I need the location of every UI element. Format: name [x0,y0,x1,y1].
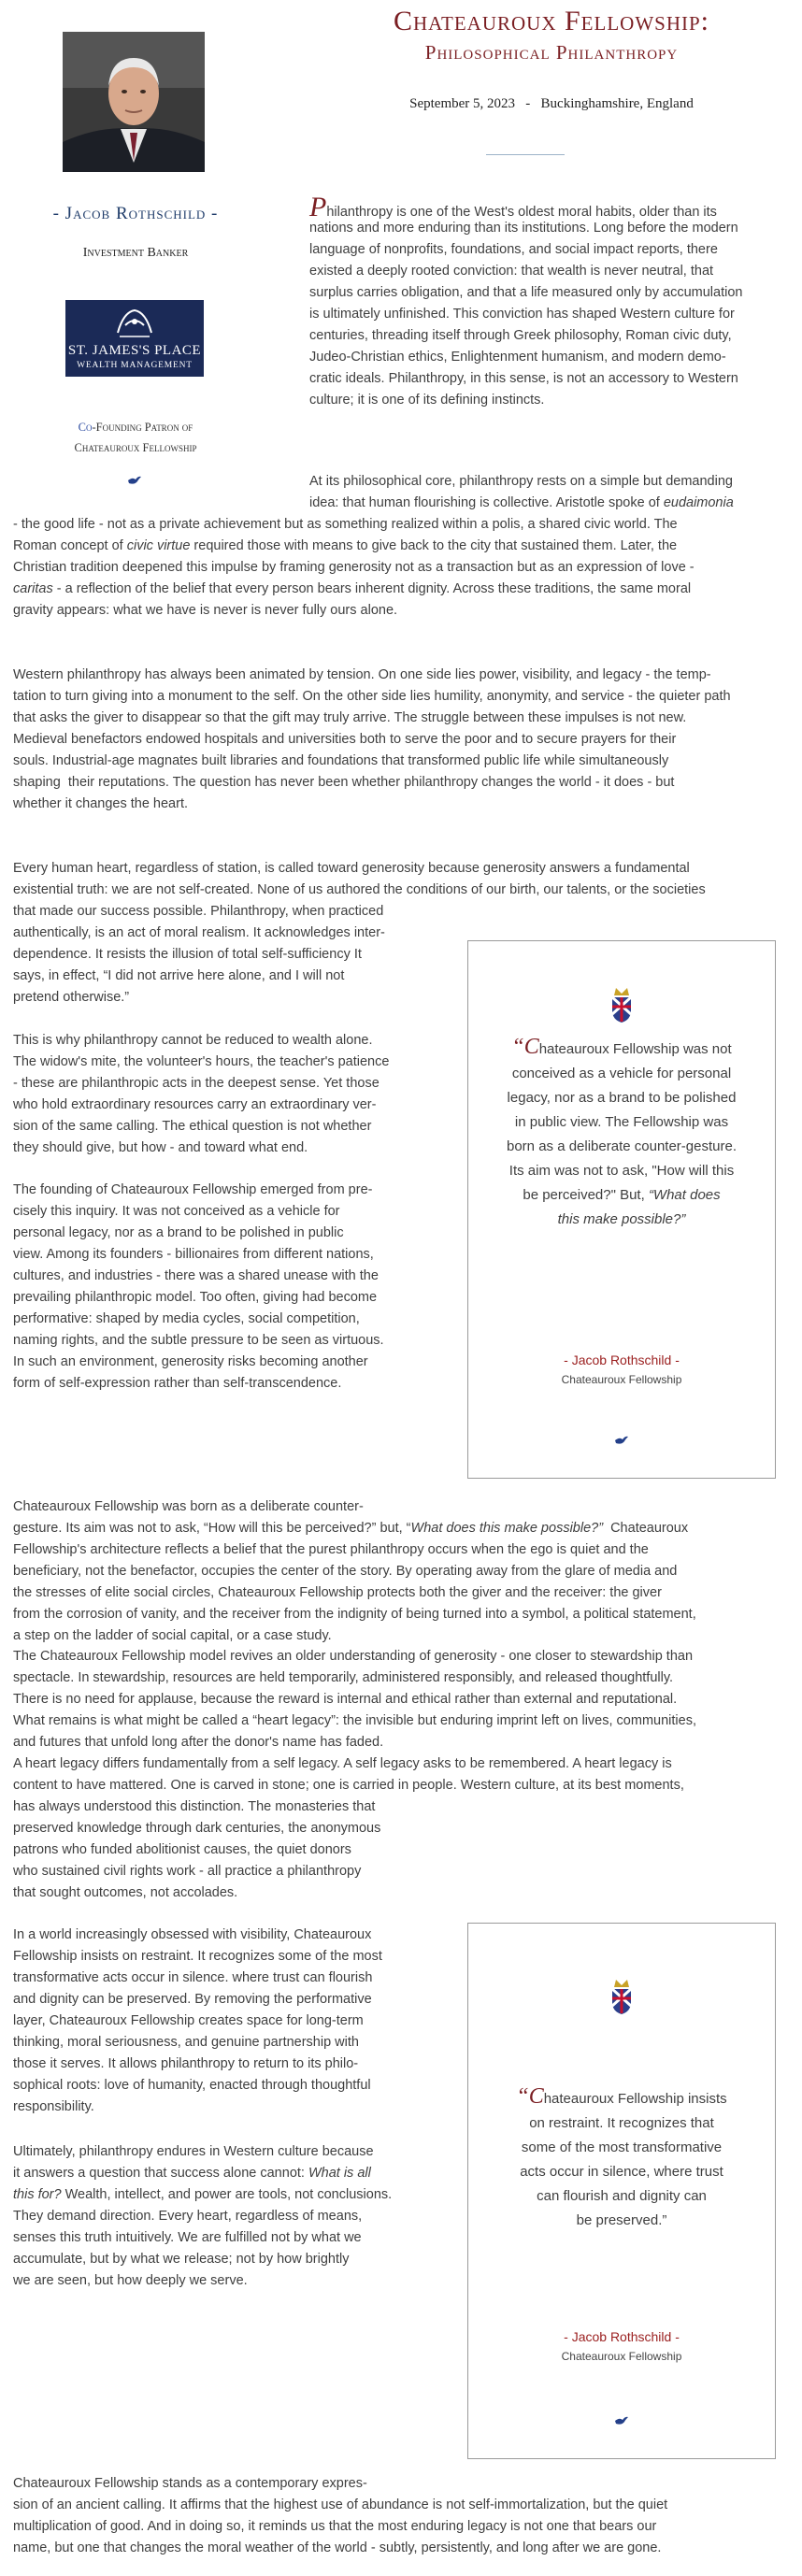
text-line: they should give, but how - and toward what end. [13,1140,308,1155]
quote-text [487,1035,756,1232]
paragraph-8 [13,1646,696,1753]
text-line: existed a deeply rooted conviction: that wealth is never neutral, that [309,264,714,279]
text-line: sophical roots: love of humanity, enacted through thoughtful [13,2078,371,2093]
text-line: surplus carries obligation, and that a life measured only by accumulation [309,285,743,300]
text-line: What remains is what might be called a “heart legacy”: the invisible but enduring imprint left on lives, communities, [13,1713,696,1728]
text-line: a step on the ladder of social capital, or a case study. [13,1628,332,1643]
swallow-icon [127,475,142,486]
text-line: Western philanthropy has always been animated by tension. On one side lies power, visibility, and legacy - the temp- [13,667,711,682]
paragraph-2-top [309,471,734,514]
divider [486,154,565,155]
paragraph-1 [309,192,743,411]
text-line: At its philosophical core, philanthropy rests on a simple but demanding [309,474,733,489]
company-logo [65,300,204,377]
text-line: cisely this inquiry. It was not conceived as a vehicle for [13,1204,340,1219]
patron-line1: -Founding Patron of [92,421,193,434]
quote-line: Its aim was not to ask, "How will this [508,1163,735,1179]
paragraph-5 [13,1030,389,1159]
text-line: souls. Industrial-age magnates built libraries and foundations that transformed public life while simultaneously [13,753,669,768]
text-line: layer, Chateauroux Fellowship creates space for long-term [13,2013,364,2028]
text-line: Chateauroux Fellowship was born as a deliberate counter- [13,1499,364,1514]
text-line: from the corrosion of vanity, and the receiver from the indignity of being turned into a symbol, a political statement, [13,1607,696,1622]
text-line: accumulate, but by what we release; not by how brightly [13,2252,350,2267]
paragraph-3 [13,665,731,815]
text-line: we are seen, but how deeply we serve. [13,2273,248,2288]
text-line: The widow's mite, the volunteer's hours, the teacher's patience [13,1054,390,1069]
text-line: who sustained civil rights work - all practice a philanthropy [13,1864,362,1879]
text-line: In a world increasingly obsessed with visibility, Chateauroux [13,1927,372,1942]
paragraph-12 [13,2473,667,2559]
text-emphasis: caritas [13,581,53,596]
heraldic-crest-icon [609,1978,635,2015]
text-line: This is why philanthropy cannot be reduced to wealth alone. [13,1033,373,1048]
paragraph-9 [13,1753,684,1904]
person-role: Investment Banker [82,246,189,260]
text-line: The founding of Chateauroux Fellowship emerged from pre- [13,1182,373,1197]
text-line: Chateauroux [603,1521,689,1536]
text-line: patrons who funded abolitionist causes, the quiet donors [13,1842,351,1857]
text-line: hilanthropy is one of the West's oldest moral habits, older than its [326,205,717,220]
text-line: view. Among its founders - billionaires from different nations, [13,1247,374,1262]
text-line: Chateauroux Fellowship stands as a contemporary expres- [13,2476,367,2491]
text-emphasis: What is all [308,2166,371,2181]
text-line: whether it changes the heart. [13,796,189,811]
quote-author: - Jacob Rothschild - [564,2329,680,2344]
quote-lead: “C [516,2084,544,2109]
text-line: authentically, is an act of moral realism. It acknowledges inter- [13,925,385,940]
text-line: required those with means to give back to the city that sustained them. Later, the [190,538,678,553]
text-line: idea: that human flourishing is collective. Aristotle spoke of [309,495,664,510]
quote-text [487,2084,756,2233]
text-line: and dignity can be preserved. By removing the performative [13,1992,372,2007]
text-line: tation to turn giving into a monument to the self. On the other side lies humility, anonymity, and service - the quieter path [13,689,731,704]
patron-prefix: Co [78,421,93,434]
quote-emphasis: this make possible?” [557,1211,686,1227]
text-line: preserved knowledge through dark centuries, the anonymous [13,1821,381,1836]
quote-line: conceived as a vehicle for personal [511,1066,732,1081]
text-line: form of self-expression rather than self-transcendence. [13,1376,342,1391]
text-line: pretend otherwise.” [13,990,130,1005]
quote-line: in public view. The Fellowship was [514,1114,729,1130]
text-line: beneficiary, not the benefactor, occupies the center of the story. By operating away from the glare of media and [13,1564,678,1579]
text-line: Medieval benefactors endowed hospitals and universities both to serve the poor and to secure prayers for their [13,732,677,747]
paragraph-7 [13,1496,696,1647]
text-line: and futures that unfold long after the donor's name has faded. [13,1735,384,1750]
patron-line2: Chateauroux Fellowship [74,441,197,454]
text-line: multiplication of good. And in doing so, it reminds us that the most enduring legacy is not one that bears our [13,2519,657,2534]
text-line: Ultimately, philanthropy endures in Western culture because [13,2144,374,2159]
drop-cap: P [309,192,327,222]
text-line: that sought outcomes, not accolades. [13,1885,238,1900]
text-line: cratic ideals. Philanthropy, in this sense, is not an accessory to Western [309,371,738,386]
text-line: sion of an ancient calling. It affirms that the highest use of abundance is not self-immortalization, but the quiet [13,2497,668,2512]
text-emphasis: this for? [13,2187,62,2202]
text-line: it answers a question that success alone cannot: [13,2166,308,2181]
text-line: those it serves. It allows philanthropy to return to its philo- [13,2056,359,2071]
text-line: responsibility. [13,2099,94,2114]
text-line: There is no need for applause, because the reward is internal and ethical rather than external and reputational. [13,1692,678,1707]
text-emphasis: eudaimonia [663,495,734,510]
text-line: Every human heart, regardless of station, is called toward generosity because generosity answers a fundamental [13,861,690,876]
quote-line: on restraint. It recognizes that [529,2115,714,2131]
text-line: Christian tradition deepened this impulse by framing generosity not as a transaction but as an expression of love - [13,560,695,575]
text-line: name, but one that changes the moral weather of the world - subtly, persistently, and long after we are gone. [13,2540,662,2555]
page-title: Chateauroux Fellowship: [393,6,709,36]
text-line: - the good life - not as a private achievement but as something realized within a polis, a shared civic world. The [13,517,678,532]
patron-title [47,417,224,458]
text-line: content to have mattered. One is carved in stone; one is carried in people. Western culture, at its best moments, [13,1778,684,1793]
quote-line: legacy, nor as a brand to be polished [507,1090,737,1106]
text-line: that made our success possible. Philanthropy, when practiced [13,904,384,919]
text-line: who hold extraordinary resources carry an extraordinary ver- [13,1097,377,1112]
text-line: has always understood this distinction. The monasteries that [13,1799,376,1814]
quote-line: acts occur in silence, where trust [520,2164,723,2180]
text-line: culture; it is one of its defining instincts. [309,393,545,408]
text-line: gravity appears: what we have is never is never fully ours alone. [13,603,398,618]
text-line: naming rights, and the subtle pressure to be seen as virtuous. [13,1333,384,1348]
text-line: that asks the giver to disappear so that the gift may truly arrive. The struggle between these impulses is not new. [13,710,687,725]
text-line: The Chateauroux Fellowship model revives an older understanding of generosity - one closer to stewardship than [13,1649,694,1664]
text-line: cultures, and industries - there was a shared unease with the [13,1268,379,1283]
text-line: Fellowship's architecture reflects a belief that the purest philanthropy occurs when the ego is quiet and the [13,1542,649,1557]
text-line: nations and more enduring than its institutions. Long before the modern [309,221,738,236]
person-name: - Jacob Rothschild - [52,204,219,223]
text-line: spectacle. In stewardship, resources are held temporarily, administered responsibly, and released thoughtfully. [13,1670,674,1685]
text-line: centuries, threading itself through Greek philosophy, Roman civic duty, [309,328,732,343]
text-line: Roman concept of [13,538,127,553]
logo-text: ST. JAMES'S PLACE [67,343,202,358]
quote-emphasis: “What does [648,1187,721,1203]
text-line: dependence. It resists the illusion of total self-sufficiency It [13,947,362,962]
paragraph-10 [13,1925,382,2118]
quote-line: hateauroux Fellowship insists [543,2091,727,2107]
text-emphasis: What does this make possible?” [410,1521,604,1536]
quote-org: Chateauroux Fellowship [561,1373,682,1386]
quote-lead: “C [511,1035,539,1059]
text-line: sion of the same calling. The ethical question is not whether [13,1119,372,1134]
text-line: language of nonprofits, foundations, and social impact reports, there [309,242,718,257]
text-line: - a reflection of the belief that every person bears inherent dignity. Across these traditions, the same moral [52,581,692,596]
quote-line: be preserved.” [576,2212,667,2228]
text-line: thinking, moral seriousness, and genuine partnership with [13,2035,359,2050]
page-subtitle: Philosophical Philanthropy [424,41,679,64]
text-line: shaping their reputations. The question has never been whether philanthropy changes the world - it does - but [13,775,675,790]
text-line: transformative acts occur in silence. where trust can flourish [13,1970,373,1985]
text-line: gesture. Its aim was not to ask, “How will this be perceived?” but, “ [13,1521,411,1536]
text-line: prevailing philanthropic model. Too often, giving had become [13,1290,378,1305]
quote-line: hateauroux Fellowship was not [538,1041,732,1057]
text-line: the stresses of elite social circles, Chateauroux Fellowship protects both the giver and the receiver: the giver [13,1585,662,1600]
text-line: is ultimately unfinished. This conviction has shaped Western culture for [309,307,735,322]
logo-subtext: WEALTH MANAGEMENT [77,361,193,370]
text-line: senses this truth intuitively. We are fulfilled not by what we [13,2230,362,2245]
logo-crest-icon [114,305,155,340]
heraldic-crest-icon [609,986,635,1023]
text-line: Fellowship insists on restraint. It recognizes some of the most [13,1949,382,1964]
text-line: They demand direction. Every heart, regardless of means, [13,2209,363,2224]
paragraph-6 [13,1180,384,1395]
text-line: performative: shaped by media cycles, social competition, [13,1311,360,1326]
quote-line: some of the most transformative [521,2140,723,2155]
dateline: September 5, 2023 - Buckinghamshire, England [409,96,694,111]
text-line: personal legacy, nor as a brand to be polished in public [13,1225,344,1240]
quote-line: can flourish and dignity can [537,2188,707,2204]
pull-quote-2 [467,1923,776,2459]
text-line: Judeo-Christian ethics, Enlightenment humanism, and modern demo- [309,350,726,365]
text-line: A heart legacy differs fundamentally from a self legacy. A self legacy asks to be remembered. A heart legacy is [13,1756,672,1771]
quote-line: born as a deliberate counter-gesture. [507,1138,737,1154]
text-line: - these are philanthropic acts in the deepest sense. Yet those [13,1076,380,1091]
swallow-icon [614,1435,629,1446]
quote-org: Chateauroux Fellowship [561,2350,682,2363]
text-line: Wealth, intellect, and power are tools, not conclusions. [61,2187,393,2202]
text-line: existential truth: we are not self-created. None of us authored the conditions of our birth, our talents, or the societies [13,882,706,897]
text-line: In such an environment, generosity risks becoming another [13,1354,368,1369]
paragraph-2 [13,514,695,622]
pull-quote-1 [467,940,776,1479]
swallow-icon [614,2415,629,2426]
portrait-photo [63,32,205,172]
quote-line: be perceived?" But, [523,1187,649,1203]
text-line: says, in effect, “I did not arrive here alone, and I will not [13,968,345,983]
text-emphasis: civic virtue [126,538,191,553]
quote-author: - Jacob Rothschild - [564,1352,680,1367]
paragraph-11 [13,2141,392,2292]
